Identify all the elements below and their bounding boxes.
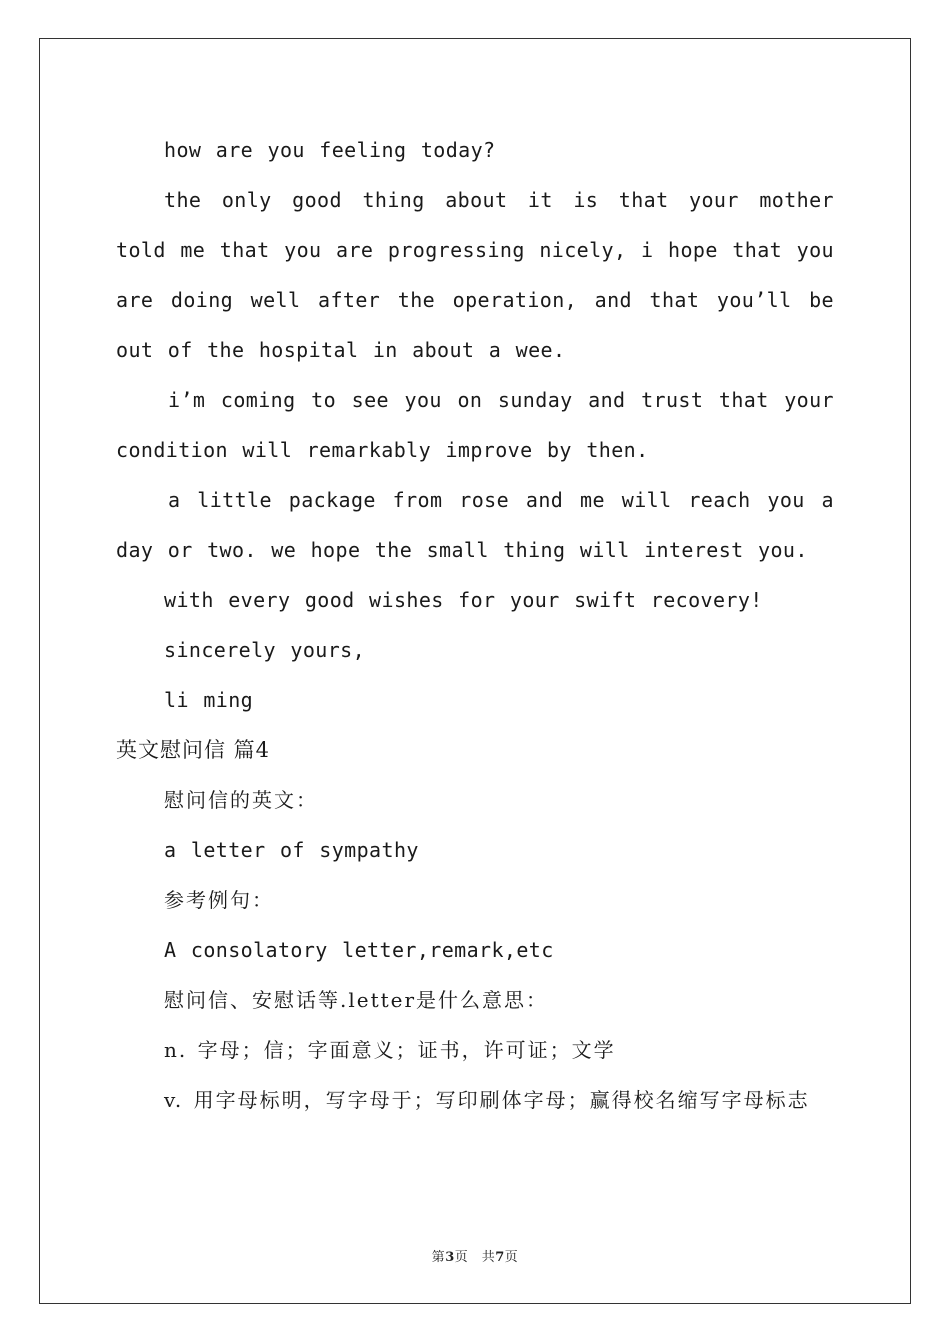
section-line-4: A consolatory letter,remark,etc bbox=[164, 938, 554, 962]
footer-total-pages: 7 bbox=[495, 1250, 505, 1265]
section-line-5: 慰问信、安慰话等.letter是什么意思： bbox=[164, 988, 549, 1012]
section-line-3: 参考例句： bbox=[164, 888, 274, 912]
section-line-7: v. 用字母标明，写字母于；写印刷体字母；赢得校名缩写字母标志 bbox=[164, 1088, 810, 1112]
document-body bbox=[116, 125, 834, 1125]
footer-mid: 页 共 bbox=[454, 1250, 496, 1265]
footer-suffix: 页 bbox=[504, 1250, 519, 1265]
letter-wishes: with every good wishes for your swift recovery! bbox=[164, 588, 763, 612]
letter-paragraph-2: i’m coming to see you on sunday and trust that your condition will remarkably improve by then. bbox=[116, 388, 834, 462]
section-line-1: 慰问信的英文： bbox=[164, 788, 318, 812]
footer-prefix: 第 bbox=[431, 1250, 446, 1265]
section-line-2: a letter of sympathy bbox=[164, 838, 419, 862]
letter-paragraph-3: a little package from rose and me will reach you a day or two. we hope the small thing will interest you. bbox=[116, 488, 834, 562]
letter-paragraph-1: the only good thing about it is that your mother told me that you are progressing nicely, i hope that you are doing well after the operation, and that you’ll be out of the hospital in about a wee. bbox=[116, 188, 834, 362]
letter-signature: li ming bbox=[164, 688, 254, 712]
section-heading: 英文慰问信 篇4 bbox=[116, 738, 271, 762]
letter-closing: sincerely yours, bbox=[164, 638, 366, 662]
footer-current-page: 3 bbox=[445, 1250, 455, 1265]
section-line-6: n. 字母；信；字面意义；证书，许可证；文学 bbox=[164, 1038, 616, 1062]
letter-greeting: how are you feeling today? bbox=[164, 138, 496, 162]
page-footer bbox=[0, 1246, 950, 1265]
